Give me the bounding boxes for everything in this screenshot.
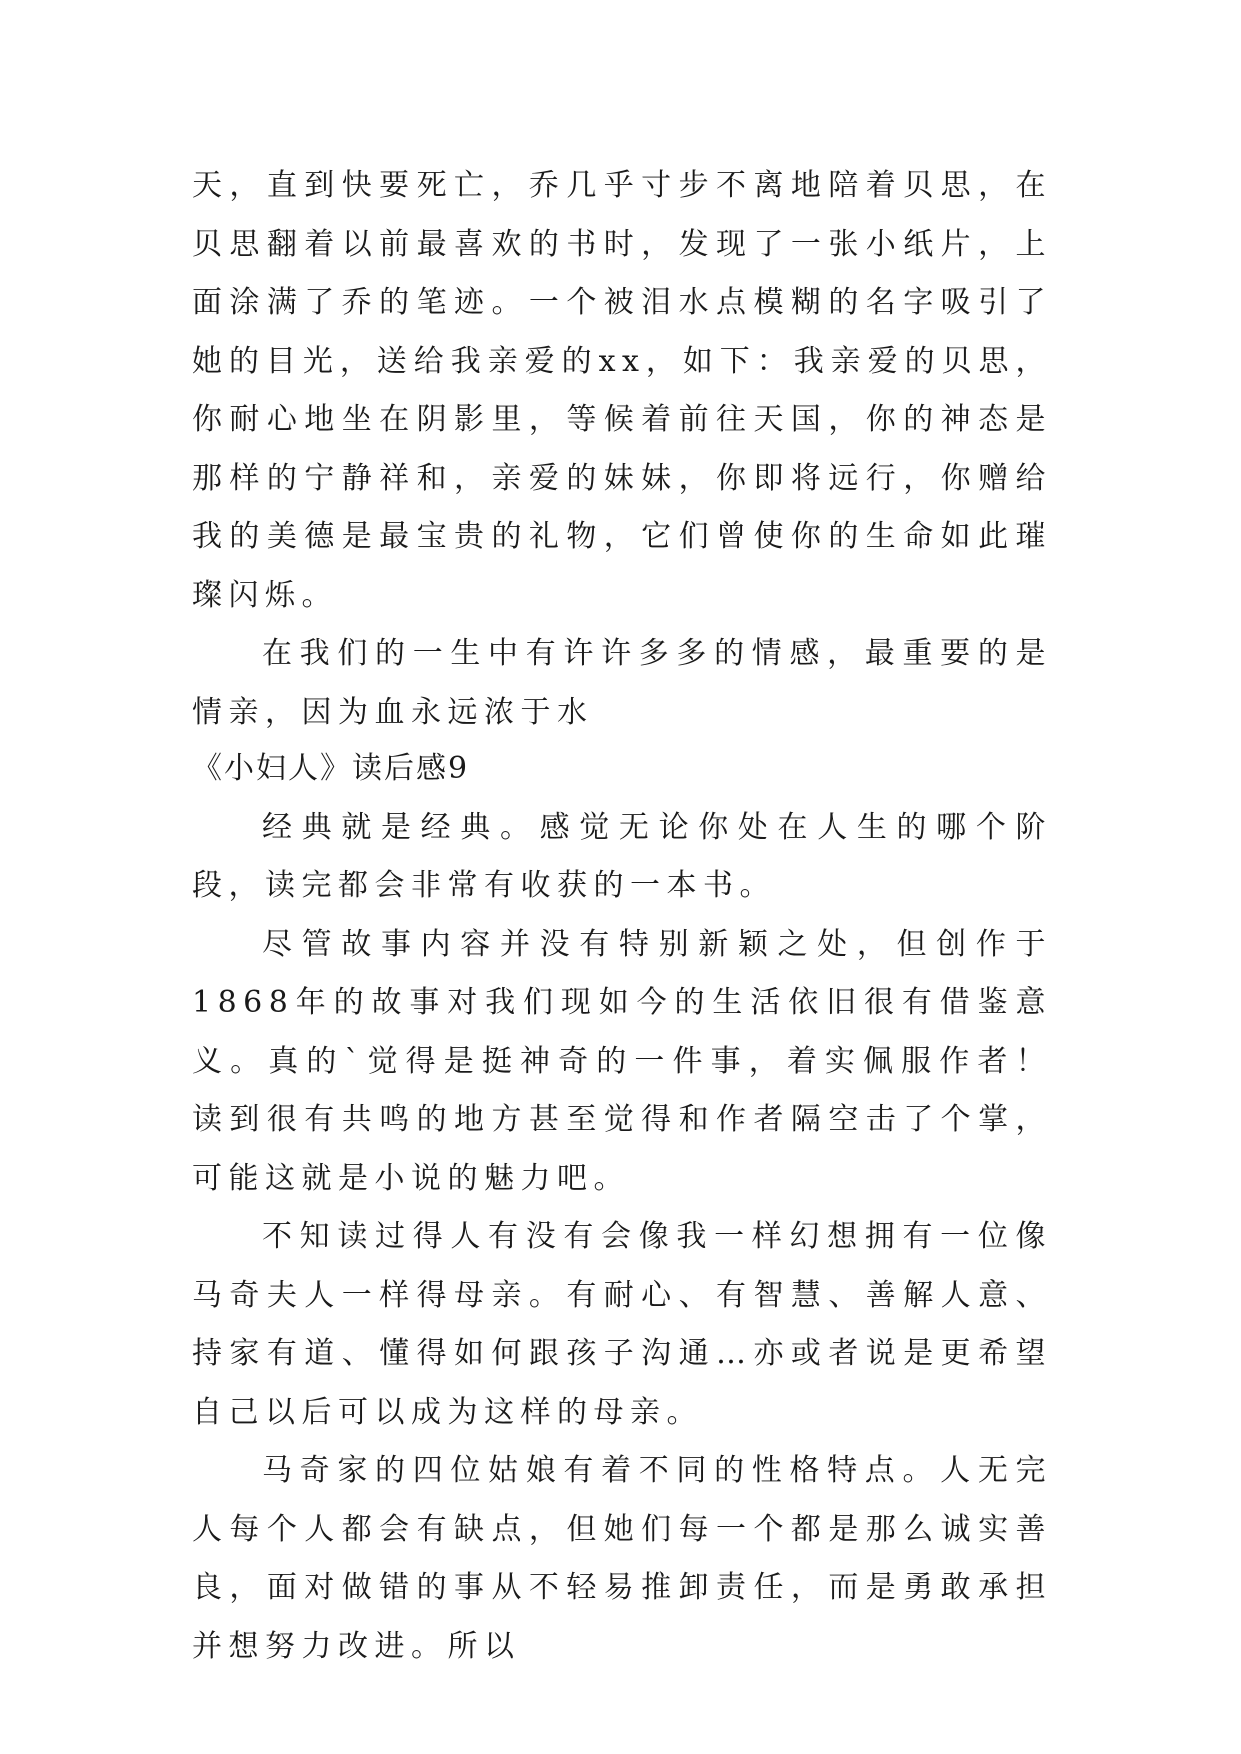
paragraph-1868: 尽管故事内容并没有特别新颖之处，但创作于1868年的故事对我们现如今的生活依旧很有借鉴意义。真的`觉得是挺神奇的一件事，着实佩服作者！读到很有共鸣的地方甚至觉得和作者隔空击了个掌，可能这就是小说的魅力吧。 [192, 926, 1052, 1196]
paragraph-family-love: 在我们的一生中有许许多多的情感，最重要的是情亲，因为血永远浓于水 [192, 636, 1052, 730]
paragraph-classic: 经典就是经典。感觉无论你处在人生的哪个阶段，读完都会非常有收获的一本书。 [192, 809, 1052, 903]
top-text-block [192, 157, 1052, 742]
paragraph-mother: 不知读过得人有没有会像我一样幻想拥有一位像马奇夫人一样得母亲。有耐心、有智慧、善解人意、持家有道、懂得如何跟孩子沟通…亦或者说是更希望自己以后可以成为这样的母亲。 [192, 1219, 1052, 1430]
section-9 [192, 740, 1052, 1676]
paragraph-four-sisters: 马奇家的四位姑娘有着不同的性格特点。人无完人每个人都会有缺点，但她们每一个都是那么诚实善良，面对做错的事从不轻易推卸责任，而是勇敢承担并想努力改进。所以 [192, 1453, 1052, 1664]
section-title: 《小妇人》读后感9 [192, 751, 470, 786]
paragraph-continuation: 天，直到快要死亡，乔几乎寸步不离地陪着贝思，在贝思翻着以前最喜欢的书时，发现了一张小纸片，上面涂满了乔的笔迹。一个被泪水点模糊的名字吸引了她的目光，送给我亲爱的xx，如下：我亲爱的贝思，你耐心地坐在阴影里，等候着前往天国，你的神态是那样的宁静祥和，亲爱的妹妹，你即将远行，你赠给我的美德是最宝贵的礼物，它们曾使你的生命如此璀璨闪烁。 [192, 168, 1052, 613]
